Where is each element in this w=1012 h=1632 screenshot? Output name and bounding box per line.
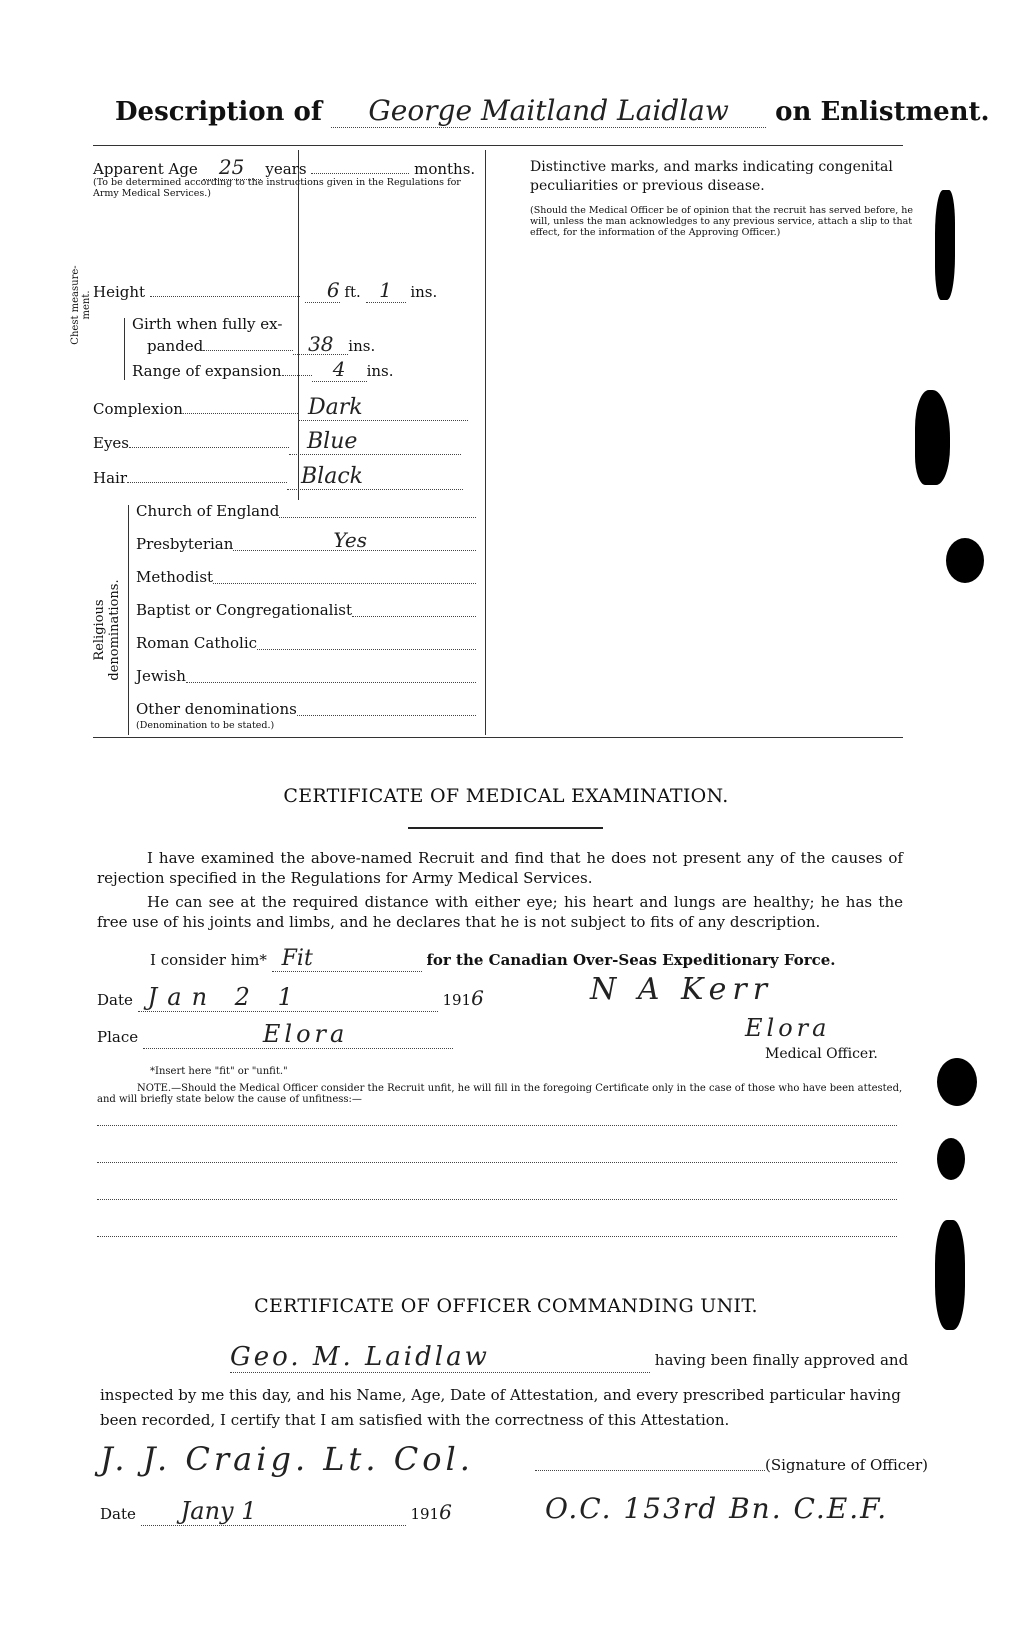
eyes-label: Eyes xyxy=(93,434,129,452)
commanding-date-row xyxy=(100,1497,520,1526)
denomination-label: Other denominations xyxy=(136,700,297,718)
page-title xyxy=(115,94,990,138)
age-value: 25 xyxy=(203,155,261,180)
years-label: years xyxy=(265,160,307,178)
hair-row xyxy=(93,464,473,490)
signature-label: (Signature of Officer) xyxy=(765,1456,929,1474)
denomination-list xyxy=(136,502,476,731)
denomination-row xyxy=(136,568,476,601)
complexion-label: Complexion xyxy=(93,400,183,418)
unfitness-note: NOTE.—Should the Medical Officer consider the Recruit unfit, he will fill in the foregoing Certificate only in the case of those who have been attested, and will briefly state below the cause of unfitness:— xyxy=(97,1083,903,1105)
commanding-recruit-name: Geo. M. Laidlaw xyxy=(230,1342,650,1373)
height-ins-value: 1 xyxy=(366,278,406,303)
commanding-line-1: having been finally approved and xyxy=(654,1351,909,1369)
denomination-row xyxy=(136,601,476,634)
range-label: Range of expansion xyxy=(132,362,282,380)
binding-mark xyxy=(946,538,984,583)
medical-officer-label: Medical Officer. xyxy=(765,1046,878,1062)
unfitness-line xyxy=(97,1236,897,1237)
months-label: months. xyxy=(414,160,476,178)
girth-value: 38 xyxy=(293,334,348,355)
age-note: (To be determined according to the instructions given in the Regulations for Army Medical Services.) xyxy=(93,177,461,199)
commanding-date-value: Jany 1 xyxy=(141,1497,406,1526)
denomination-label: Presbyterian xyxy=(136,535,234,553)
hair-label: Hair xyxy=(93,469,127,487)
commanding-year-printed: 191 xyxy=(410,1505,440,1523)
binding-mark xyxy=(935,1220,965,1330)
commanding-officer-signature: J. J. Craig. Lt. Col. xyxy=(100,1440,474,1478)
commanding-unit: O.C. 153rd Bn. C.E.F. xyxy=(545,1492,889,1525)
range-value: 4 xyxy=(312,357,367,382)
medical-date-row xyxy=(97,983,497,1012)
eyes-value: Blue xyxy=(289,429,461,455)
denomination-label: Baptist or Congregationalist xyxy=(136,601,352,619)
commanding-date-label: Date xyxy=(100,1505,136,1523)
consider-suffix: for the Canadian Over-Seas Expeditionary Force. xyxy=(426,951,836,969)
ins-label: ins. xyxy=(410,283,438,301)
denomination-row xyxy=(136,700,476,720)
column-divider-right xyxy=(485,150,486,735)
insert-note: *Insert here "fit" or "unfit." xyxy=(150,1066,288,1077)
range-unit: ins. xyxy=(366,362,394,380)
distinctive-marks-label: Distinctive marks, and marks indicating congenital peculiarities or previous disease. xyxy=(530,159,893,194)
medical-place-label: Place xyxy=(97,1028,139,1046)
fitness-value: Fit xyxy=(272,946,422,972)
complexion-row xyxy=(93,395,473,421)
denomination-label: Church of England xyxy=(136,502,280,520)
medical-heading: CERTIFICATE OF MEDICAL EXAMINATION. xyxy=(283,785,729,807)
other-denomination-note: (Denomination to be stated.) xyxy=(136,720,275,731)
recruit-name: George Maitland Laidlaw xyxy=(331,94,766,128)
unfitness-line xyxy=(97,1125,897,1126)
unfitness-line xyxy=(97,1162,897,1163)
unfitness-line xyxy=(97,1199,897,1200)
chest-brace xyxy=(124,318,125,380)
religion-label: Religious denominations. xyxy=(92,579,122,681)
denomination-row xyxy=(136,528,476,568)
height-label: Height xyxy=(93,283,146,301)
age-label: Apparent Age xyxy=(93,160,198,178)
denomination-value xyxy=(186,667,476,683)
ft-label: ft. xyxy=(344,283,361,301)
denomination-value xyxy=(213,568,476,584)
denomination-row xyxy=(136,502,476,535)
religion-brace xyxy=(128,505,129,735)
denomination-row xyxy=(136,667,476,700)
medical-year-digit: 6 xyxy=(471,986,484,1010)
medical-date-label: Date xyxy=(97,991,133,1009)
denomination-label: Jewish xyxy=(136,667,186,685)
girth-label-1: Girth when fully ex- xyxy=(132,315,283,333)
title-suffix: on Enlistment. xyxy=(775,97,990,127)
consider-row xyxy=(150,946,910,972)
medical-place-row xyxy=(97,1020,497,1049)
denomination-row xyxy=(136,634,476,667)
hair-value: Black xyxy=(287,464,463,490)
commanding-line-2: inspected by me this day, and his Name, Age, Date of Attestation, and every prescribed particular having xyxy=(100,1386,901,1404)
medical-place-value: Elora xyxy=(143,1020,453,1049)
medical-paragraph-1: I have examined the above-named Recruit and find that he does not present any of the causes of rejection specified in the Regulations for Army Medical Services. xyxy=(97,849,903,887)
binding-mark xyxy=(937,1058,977,1106)
binding-mark xyxy=(915,390,950,485)
medical-officer-signature: N A Kerr xyxy=(590,972,774,1007)
height-row xyxy=(93,278,483,303)
girth-unit: ins. xyxy=(348,337,376,355)
height-ft-value: 6 xyxy=(305,278,340,303)
denomination-value xyxy=(352,601,476,617)
title-prefix: Description of xyxy=(115,97,323,127)
distinctive-marks-note: (Should the Medical Officer be of opinion that the recruit has served before, he will, unless the man acknowledges to any previous service, attach a slip to that effect, for the information of the Approving Officer.) xyxy=(530,205,914,238)
commanding-name-row xyxy=(230,1342,920,1373)
medical-place-value-2: Elora xyxy=(745,1014,831,1042)
medical-paragraph-2: He can see at the required distance with either eye; his heart and lungs are healthy; he has the free use of his joints and limbs, and he declares that he is not subject to fits of any description. xyxy=(97,893,903,931)
medical-heading-rule xyxy=(408,827,603,829)
consider-prefix: I consider him* xyxy=(150,951,267,969)
complexion-value: Dark xyxy=(298,395,468,421)
denomination-value xyxy=(297,700,476,716)
denomination-label: Roman Catholic xyxy=(136,634,258,652)
medical-year-printed: 191 xyxy=(442,991,472,1009)
binding-mark xyxy=(935,190,955,300)
signature-line xyxy=(535,1470,765,1471)
eyes-row xyxy=(93,429,473,455)
denomination-value: Yes xyxy=(233,535,476,551)
bottom-rule-description xyxy=(93,737,903,738)
binding-mark xyxy=(937,1138,965,1180)
medical-date-value: Jan 2 1 xyxy=(138,983,438,1012)
commanding-year-digit: 6 xyxy=(439,1500,452,1524)
range-row xyxy=(132,357,412,382)
chest-label: Chest measure-ment. xyxy=(70,265,92,345)
denomination-value xyxy=(279,502,476,518)
girth-row xyxy=(132,314,412,356)
commanding-line-3: been recorded, I certify that I am satisfied with the correctness of this Attestation. xyxy=(100,1411,730,1429)
denomination-value xyxy=(257,634,476,650)
top-rule xyxy=(93,145,903,146)
commanding-heading: CERTIFICATE OF OFFICER COMMANDING UNIT. xyxy=(254,1295,758,1317)
denomination-label: Methodist xyxy=(136,568,214,586)
girth-label-2: panded xyxy=(147,337,204,355)
